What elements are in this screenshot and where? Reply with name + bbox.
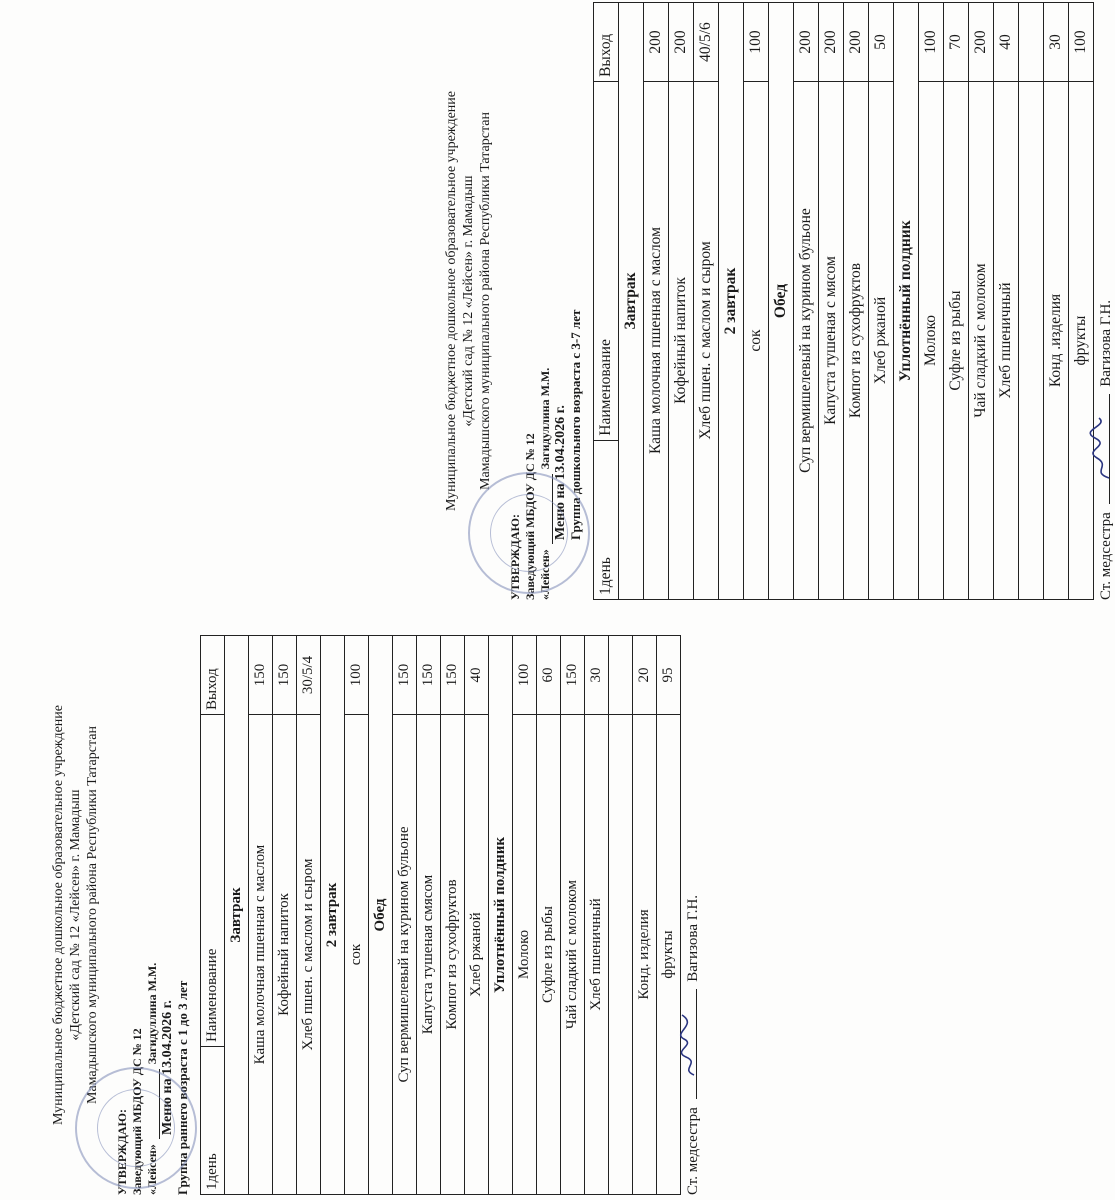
- table-row: [644, 3, 669, 600]
- table-row: [1019, 3, 1044, 600]
- section-lunch: Обед: [769, 3, 794, 600]
- org-line-2: «Детский сад № 12 «Лейсен» г. Мамадыш: [68, 789, 83, 1041]
- table-row: [561, 636, 585, 1195]
- table-row: [744, 3, 769, 600]
- menu-document-preschool: [443, 2, 1114, 600]
- kindergarten-name: «Лейсен»: [538, 549, 552, 600]
- dish-output: 150: [393, 636, 417, 715]
- table-row: [609, 636, 633, 1195]
- dish-name: Хлеб пшеничный: [994, 82, 1019, 600]
- table-row: [297, 636, 321, 1195]
- table-header-row: [594, 3, 619, 600]
- column-output: Выход: [594, 3, 619, 82]
- table-row: [794, 3, 819, 600]
- approval-block: [115, 635, 190, 1195]
- handwritten-signature-icon: [676, 1010, 702, 1080]
- official-stamp-icon: [468, 472, 590, 594]
- section-snack: Уплотнённый полдник: [489, 636, 513, 1195]
- dish-name: сок: [744, 82, 769, 600]
- nurse-label: Ст. медсестра: [1098, 512, 1114, 600]
- dish-name: сок: [345, 715, 369, 1195]
- table-row: [465, 636, 489, 1195]
- age-group: Группа дошкольного возраста с 3-7 лет: [568, 309, 583, 540]
- dish-name: Каша молочная пшенная с маслом: [249, 715, 273, 1195]
- dish-output: 100: [1069, 3, 1094, 82]
- dish-name: Хлеб пшеничный: [585, 715, 609, 1195]
- section-second-breakfast: 2 завтрак: [321, 636, 345, 1195]
- table-row: [441, 636, 465, 1195]
- dish-name: Суп вермишелевый на курином бульоне: [393, 715, 417, 1195]
- dish-name: Конд. изделия: [633, 715, 657, 1195]
- dish-output: 150: [417, 636, 441, 715]
- table-row: [513, 636, 537, 1195]
- table-row: [249, 636, 273, 1195]
- table-row: [345, 636, 369, 1195]
- dish-name: Молоко: [919, 82, 944, 600]
- dish-name: Конд .изделия: [1044, 82, 1069, 600]
- column-day: 1день: [594, 440, 619, 599]
- dish-name: Каша молочная пшенная с маслом: [644, 82, 669, 600]
- dish-name: Хлеб пшен. с маслом и сыром: [297, 715, 321, 1195]
- dish-output: [609, 636, 633, 715]
- dish-output: 40: [465, 636, 489, 715]
- dish-output: 100: [513, 636, 537, 715]
- dish-name: Хлеб ржаной: [465, 715, 489, 1195]
- dish-name: Капуста тушеная смясом: [417, 715, 441, 1195]
- nurse-label: Ст. медсестра: [685, 1107, 701, 1195]
- dish-output: 200: [794, 3, 819, 82]
- table-row: [657, 636, 681, 1195]
- table-row: [1044, 3, 1069, 600]
- section-second-breakfast: 2 завтрак: [719, 3, 744, 600]
- approval-block: [508, 2, 583, 600]
- table-row: [869, 3, 894, 600]
- dish-name: Суфле из рыбы: [537, 715, 561, 1195]
- table-row: [393, 636, 417, 1195]
- approve-label: УТВЕРЖДАЮ:: [115, 1108, 129, 1195]
- dish-name: Кофейный напиток: [273, 715, 297, 1195]
- nurse-signature-row: [1098, 2, 1115, 600]
- official-stamp-icon: [75, 1067, 197, 1189]
- dish-output: 30/5/4: [297, 636, 321, 715]
- table-row: [944, 3, 969, 600]
- table-row: [694, 3, 719, 600]
- table-header-row: [201, 636, 225, 1195]
- dish-output: 100: [919, 3, 944, 82]
- head-name: Загидуллина М.М.: [145, 962, 159, 1065]
- org-line-3: Мамадышского муниципального района Республики Татарстан: [478, 112, 493, 490]
- dish-output: 150: [273, 636, 297, 715]
- approve-label: УТВЕРЖДАЮ:: [508, 513, 522, 600]
- dish-output: 20: [633, 636, 657, 715]
- menu-table: [200, 635, 681, 1195]
- dish-output: 40: [994, 3, 1019, 82]
- menu-date: Меню на 13.04.2026 г.: [160, 1000, 175, 1135]
- dish-output: 200: [669, 3, 694, 82]
- head-name: Загидуллина М.М.: [538, 367, 552, 470]
- table-row: [537, 636, 561, 1195]
- dish-name: [609, 715, 633, 1195]
- table-row: [919, 3, 944, 600]
- dish-output: 30: [585, 636, 609, 715]
- dish-name: Чай сладкий с молоком: [561, 715, 585, 1195]
- handwritten-signature-icon: [1089, 415, 1115, 485]
- nurse-name: Вагизова Г.Н.: [1098, 299, 1114, 387]
- dish-output: 100: [345, 636, 369, 715]
- dish-output: 200: [969, 3, 994, 82]
- nurse-name: Вагизова Г.Н.: [685, 894, 701, 982]
- dish-output: 40/5/6: [694, 3, 719, 82]
- head-position: Заведующий МБДОУ ДС № 12: [130, 1028, 144, 1195]
- menu-document-early-age: [50, 635, 825, 1195]
- dish-output: 200: [819, 3, 844, 82]
- org-line-3: Мамадышского муниципального района Республики Татарстан: [85, 726, 100, 1104]
- column-output: Выход: [201, 636, 225, 715]
- dish-name: [1019, 82, 1044, 600]
- dish-name: Суфле из рыбы: [944, 82, 969, 600]
- dish-name: Компот из сухофруктов: [844, 82, 869, 600]
- dish-output: 100: [744, 3, 769, 82]
- dish-output: 150: [441, 636, 465, 715]
- dish-output: 200: [644, 3, 669, 82]
- dish-name: Капуста тушеная с мясом: [819, 82, 844, 600]
- dish-output: 60: [537, 636, 561, 715]
- table-row: [844, 3, 869, 600]
- section-breakfast: Завтрак: [619, 3, 644, 600]
- dish-output: [1019, 3, 1044, 82]
- signature-line: [696, 990, 697, 1100]
- org-line-1: Муниципальное бюджетное дошкольное образовательное учреждение: [444, 91, 459, 511]
- column-day: 1день: [201, 1047, 225, 1195]
- signature-line: [1109, 395, 1110, 505]
- dish-name: Компот из сухофруктов: [441, 715, 465, 1195]
- org-line-2: «Детский сад № 12 «Лейсен» г. Мамадыш: [461, 175, 476, 427]
- dish-output: 150: [561, 636, 585, 715]
- dish-name: Суп вермишелевый на курином бульоне: [794, 82, 819, 600]
- table-row: [633, 636, 657, 1195]
- table-row: [994, 3, 1019, 600]
- table-row: [273, 636, 297, 1195]
- menu-table: [593, 2, 1094, 600]
- section-breakfast: Завтрак: [225, 636, 249, 1195]
- dish-name: Кофейный напиток: [669, 82, 694, 600]
- dish-output: 200: [844, 3, 869, 82]
- dish-name: Хлеб ржаной: [869, 82, 894, 600]
- dish-name: Молоко: [513, 715, 537, 1195]
- org-line-1: Муниципальное бюджетное дошкольное образовательное учреждение: [51, 705, 66, 1125]
- section-snack: Уплотнённый полдник: [894, 3, 919, 600]
- dish-output: 50: [869, 3, 894, 82]
- column-name: Наименование: [201, 715, 225, 1047]
- head-position: Заведующий МБДОУ ДС № 12: [523, 433, 537, 600]
- table-row: [417, 636, 441, 1195]
- dish-output: 95: [657, 636, 681, 715]
- dish-output: 70: [944, 3, 969, 82]
- dish-name: Чай сладкий с молоком: [969, 82, 994, 600]
- dish-name: фрукты: [657, 715, 681, 1195]
- dish-output: 30: [1044, 3, 1069, 82]
- dish-name: Хлеб пшен. с маслом и сыром: [694, 82, 719, 600]
- dish-name: фрукты: [1069, 82, 1094, 600]
- age-group: Группа раннего возраста с 1 до 3 лет: [175, 980, 190, 1195]
- dish-output: 150: [249, 636, 273, 715]
- table-row: [969, 3, 994, 600]
- kindergarten-name: «Лейсен»: [145, 1144, 159, 1195]
- section-lunch: Обед: [369, 636, 393, 1195]
- table-row: [1069, 3, 1094, 600]
- column-name: Наименование: [594, 82, 619, 441]
- table-row: [819, 3, 844, 600]
- table-row: [669, 3, 694, 600]
- table-row: [585, 636, 609, 1195]
- menu-date: Меню на 13.04.2026 г.: [553, 405, 568, 540]
- nurse-signature-row: [685, 635, 702, 1195]
